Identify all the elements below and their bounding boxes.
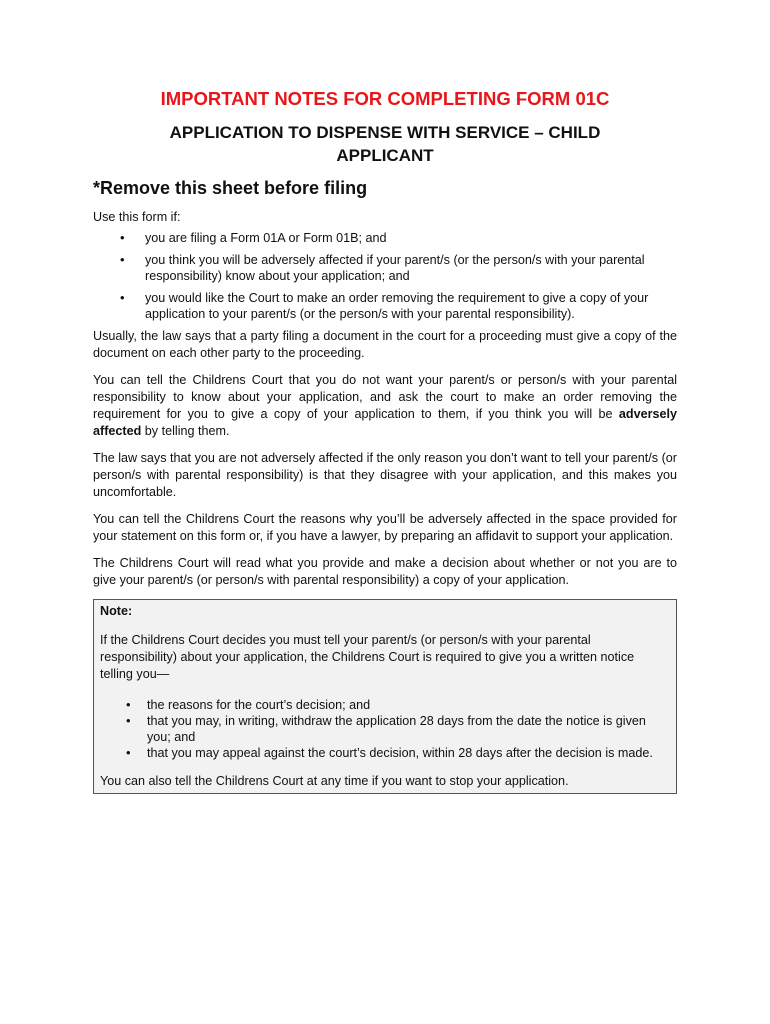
paragraph-text: by telling them. [141,424,230,438]
list-item: • you would like the Court to make an order removing the requirement to give a copy of your application to your parent/s (or the person/s with your parental responsibility). [93,290,677,322]
paragraph-usually: Usually, the law says that a party filing a document in the court for a proceeding must give a copy of the document on each other party to the proceeding. [93,329,677,360]
document-subtitle: APPLICATION TO DISPENSE WITH SERVICE – CHILD APPLICANT [169,123,601,165]
list-item: • you are filing a Form 01A or Form 01B; and [93,230,677,246]
adversely-affected-emphasis: adversely affected [93,407,677,438]
note-box [93,599,677,794]
document-title: IMPORTANT NOTES FOR COMPLETING FORM 01C [160,88,610,109]
list-item: • that you may appeal against the court’s decision, within 28 days after the decision is made. [100,745,668,761]
paragraph-law: The law says that you are not adversely affected if the only reason you don’t want to tell your parent/s (or person/s with parental responsibility) is that they disagree with your application, and this makes you uncomfortable. [93,451,677,499]
note-body: If the Childrens Court decides you must tell your parent/s (or person/s with your parental responsibility) about your application, the Childrens Court is required to give you a written notice telling you— [100,633,635,681]
remove-sheet-notice: *Remove this sheet before filing [93,178,368,198]
paragraph-text: You can tell the Childrens Court that you do not want your parent/s or person/s with your parental responsibility to know about your application, and ask the court to make an order removing the requirement for you to give a copy of your application to them, if you think you will be [93,373,677,421]
list-item: • the reasons for the court’s decision; and [100,697,668,713]
paragraph-decision: The Childrens Court will read what you provide and make a decision about whether or not you are to give your parent/s (or person/s with parental responsibility) a copy of your application. [93,556,677,587]
intro-text: Use this form if: [93,210,181,224]
list-item: • you think you will be adversely affected if your parent/s (or the person/s with your parental responsibility) know about your application; and [93,252,677,284]
paragraph-reasons: You can tell the Childrens Court the reasons why you’ll be adversely affected in the space provided for your statement on this form or, if you have a lawyer, by preparing an affidavit to support your application. [93,512,677,543]
note-footer: You can also tell the Childrens Court at any time if you want to stop your application. [100,774,569,788]
note-heading: Note: [100,604,133,618]
conditions-list [93,230,677,322]
note-list [100,697,668,761]
document-page [93,88,677,794]
paragraph-tell-court [93,372,677,440]
list-item: • that you may, in writing, withdraw the application 28 days from the date the notice is given you; and [100,713,668,745]
